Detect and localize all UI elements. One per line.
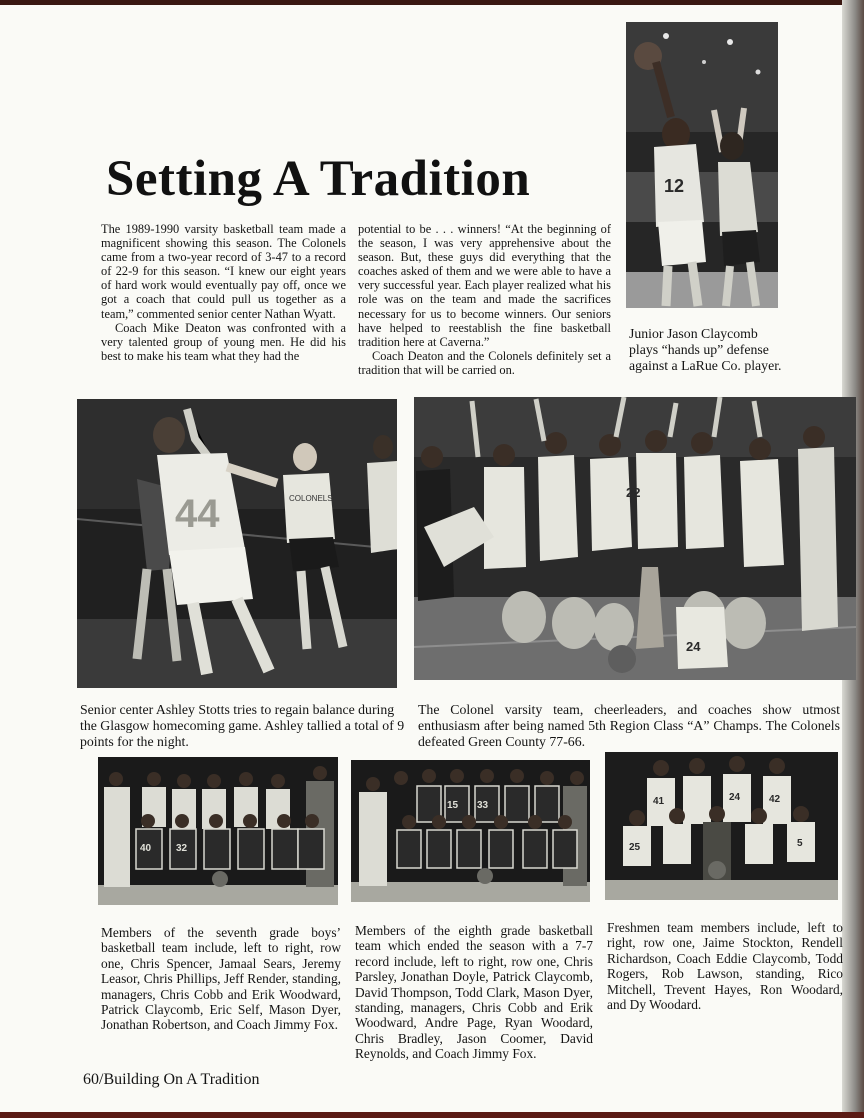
story-paragraph: potential to be . . . winners! “At the beginning of the season, I was very apprehensive about the season. But, these guys did everything that the coaches asked of them and we were able to have a very successful year. Each player realized what his role was on the team and made the sacrifices necessary for us to become winners. Our seniors have helped to reestablish the fine basketball tradition here at Caverna.” <box>358 222 611 349</box>
page-top-edge <box>0 0 864 5</box>
jersey-number: 25 <box>629 842 641 853</box>
photo-eighth-grade-team <box>351 760 590 902</box>
page-folio: 60/Building On A Tradition <box>83 1071 260 1088</box>
caption-eighth-grade: Members of the eighth grade basketball team which ended the season with a 7-7 record include, left to right, row one, Chris Parsley, Jonathan Doyle, Patrick Claycomb, David Thompson, Todd Clark, Mason Dyer, standing, managers, Chris Cobb and Erik Woodward, Andre Page, Ryan Woodard, Chris Bradley, Jason Coomer, David Reynolds, and Coach Jimmy Fox. <box>355 923 593 1062</box>
photo-seventh-grade-team <box>98 757 338 905</box>
caption-region-champs: The Colonel varsity team, cheerleaders, and coaches show utmost enthusiasm after being named 5th Region Class “A” Champs. The Colonels defeated Green County 77-66. <box>418 702 840 749</box>
jersey-number: 22 <box>626 485 641 500</box>
caption-stotts: Senior center Ashley Stotts tries to regain balance during the Glasgow homecoming game. Ashley tallied a total of 9 points for the night. <box>80 702 405 749</box>
jersey-number: 12 <box>664 176 685 196</box>
photo-freshmen-team <box>605 752 838 900</box>
story-paragraph: Coach Deaton and the Colonels definitely set a tradition that will be carried on. <box>358 348 611 377</box>
caption-seventh-grade: Members of the seventh grade boys’ basketball team include, left to right, row one, Chris Spencer, Jamaal Sears, Jeremy Leasor, Chris Phillips, Jeff Render, standing, managers, Chris Cobb and Erik Woodward, Patrick Claycomb, Eric Self, Mason Dyer, Jonathan Robertson, and Coach Jimmy Fox. <box>101 925 341 1033</box>
jersey-number: 15 <box>447 800 459 811</box>
photo-claycomb-defense <box>626 22 778 308</box>
caption-claycomb: Junior Jason Claycomb plays “hands up” defense against a LaRue Co. player. <box>629 326 782 373</box>
jersey-lettering: COLONELS <box>289 494 333 503</box>
story-column-2 <box>358 222 611 377</box>
jersey-number: 42 <box>769 794 781 805</box>
jersey-number: 24 <box>686 639 701 654</box>
page-title: Setting A Tradition <box>106 151 531 207</box>
jersey-number: 41 <box>653 796 665 807</box>
jersey-number: 33 <box>477 800 489 811</box>
jersey-number: 32 <box>176 843 188 854</box>
photo-region-champs <box>414 397 856 680</box>
jersey-number: 40 <box>140 843 152 854</box>
story-paragraph: The 1989-1990 varsity basketball team made a magnificent showing this season. The Colonels came from a two-year record of 3-47 to a record of 22-9 for this season. “I knew our eight years of hard work would eventually pay off, once we got a coach that could pull us together as a team,” commented senior center Nathan Wyatt. <box>101 222 346 321</box>
jersey-number: 24 <box>729 792 741 803</box>
page-bottom-edge <box>0 1112 864 1118</box>
photo-stotts-game <box>77 399 397 688</box>
jersey-number: 5 <box>797 838 803 849</box>
caption-freshmen: Freshmen team members include, left to right, row one, Jaime Stockton, Rendell Richardson, Coach Eddie Claycomb, Todd Rogers, Rob Lawson, standing, Rico Mitchell, Trevent Hayes, Ron Woodard, and Dy Woodard. <box>607 920 843 1013</box>
story-column-1 <box>101 222 346 363</box>
jersey-number: 44 <box>175 492 220 536</box>
story-paragraph: Coach Mike Deaton was confronted with a very talented group of young men. He did his best to make his team what they had the <box>101 320 346 363</box>
